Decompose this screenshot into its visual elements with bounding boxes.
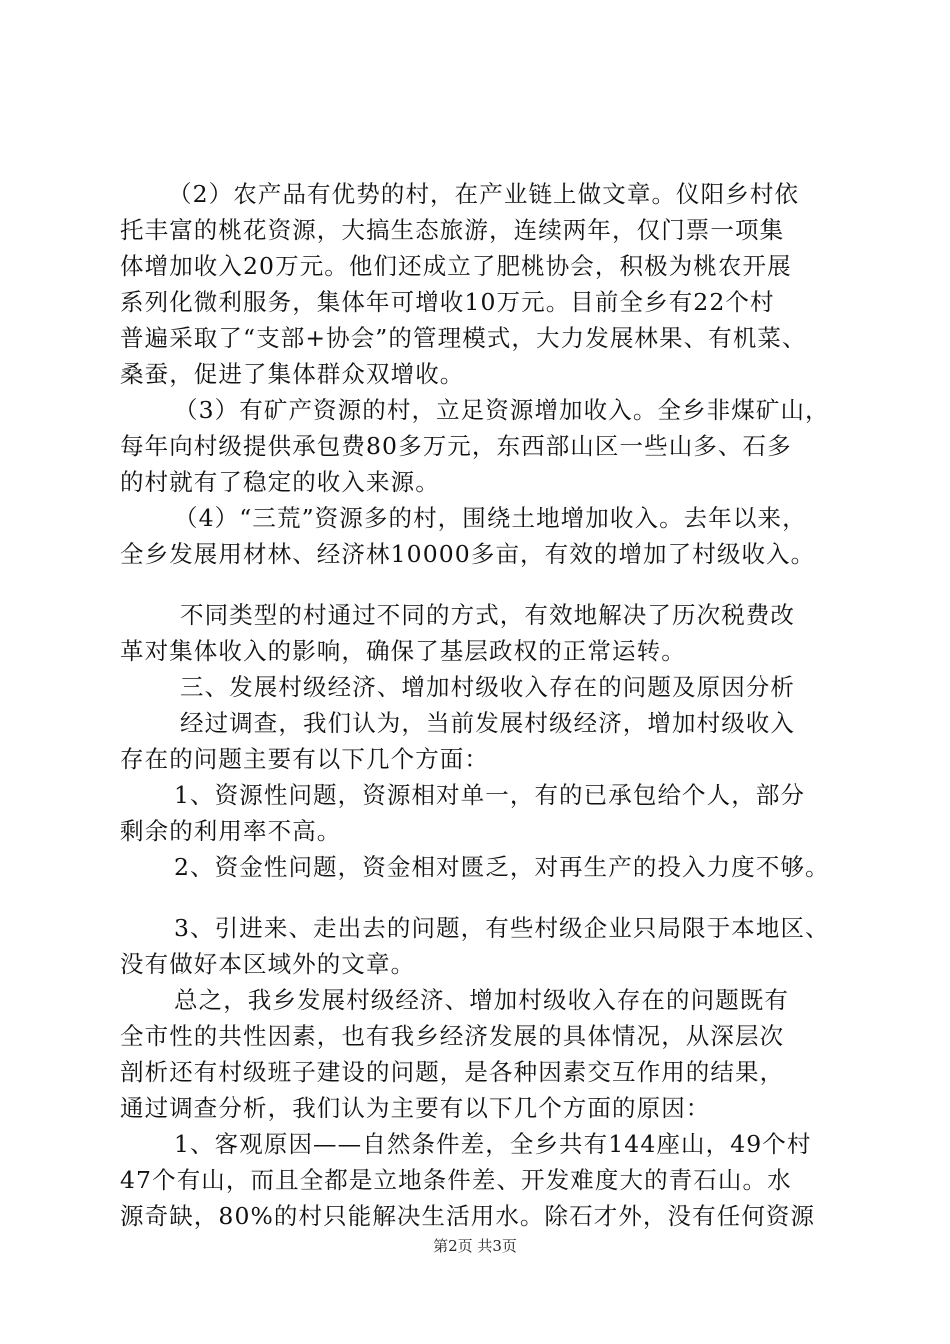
paragraph-line: 托丰富的桃花资源，大搞生态旅游，连续两年，仅门票一项集 — [120, 216, 785, 244]
paragraph-line: 总之，我乡发展村级经济、增加村级收入存在的问题既有 — [174, 986, 789, 1014]
paragraph-line: 体增加收入20万元。他们还成立了肥桃协会，积极为桃农开展 — [120, 252, 792, 280]
paragraph-line: 革对集体收入的影响，确保了基层政权的正常运转。 — [120, 637, 686, 665]
paragraph-line: 全市性的共性因素，也有我乡经济发展的具体情况，从深层次 — [120, 1022, 785, 1050]
list-item: 2、资金性问题，资金相对匮乏，对再生产的投入力度不够。 — [174, 853, 830, 881]
list-item: 1、客观原因——自然条件差，全乡共有144座山，49个村 — [174, 1130, 812, 1158]
list-item: 3、引进来、走出去的问题，有些村级企业只局限于本地区、 — [174, 914, 830, 942]
paragraph-line: （2）农产品有优势的村，在产业链上做文章。仪阳乡村依 — [168, 180, 800, 208]
paragraph-line: 通过调查分析，我们认为主要有以下几个方面的原因： — [120, 1094, 711, 1122]
page-number-footer: 第2页 共3页 — [433, 1237, 517, 1255]
list-item-continuation: 47个有山，而且全都是立地条件差、开发难度大的青石山。水 — [120, 1166, 792, 1194]
paragraph-line: 存在的问题主要有以下几个方面： — [120, 745, 489, 773]
paragraph-line: 的村就有了稳定的收入来源。 — [120, 468, 440, 496]
list-item-continuation: 剩余的利用率不高。 — [120, 817, 342, 845]
list-item-continuation: 源奇缺，80%的村只能解决生活用水。除石才外，没有任何资源 — [120, 1202, 816, 1230]
paragraph-line: 全乡发展用材林、经济林10000多亩，有效的增加了村级收入。 — [120, 540, 816, 568]
paragraph-line: 每年向村级提供承包费80多万元，东西部山区一些山多、石多 — [120, 432, 792, 460]
paragraph-line: 剖析还有村级班子建设的问题，是各种因素交互作用的结果， — [120, 1058, 785, 1086]
paragraph-line: 系列化微利服务，集体年可增收10万元。目前全乡有22个村 — [120, 288, 775, 316]
paragraph-line: 经过调查，我们认为，当前发展村级经济，增加村级收入 — [180, 709, 795, 737]
paragraph-line: 不同类型的村通过不同的方式，有效地解决了历次税费改 — [180, 601, 795, 629]
paragraph-line: 普遍采取了“支部+协会”的管理模式，大力发展林果、有机菜、 — [120, 324, 807, 352]
paragraph-line: 桑蚕，促进了集体群众双增收。 — [120, 360, 465, 388]
list-item: 1、资源性问题，资源相对单一，有的已承包给个人，部分 — [174, 781, 806, 809]
list-item-continuation: 没有做好本区域外的文章。 — [120, 950, 416, 978]
paragraph-line: （4）“三荒”资源多的村，围绕土地增加收入。去年以来， — [174, 504, 807, 532]
section-heading: 三、发展村级经济、增加村级收入存在的问题及原因分析 — [180, 673, 795, 701]
paragraph-line: （3）有矿产资源的村，立足资源增加收入。全乡非煤矿山， — [174, 396, 830, 424]
